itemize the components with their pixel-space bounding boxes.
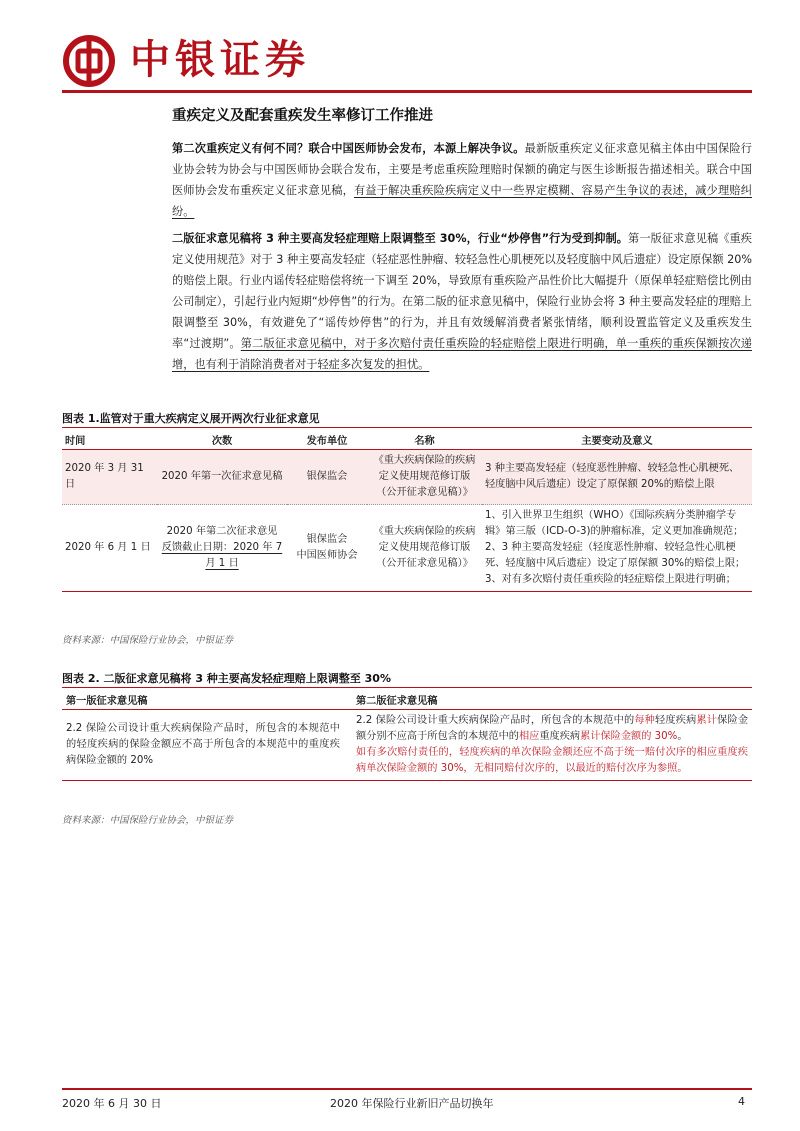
figure-1-top-rule: [62, 427, 752, 428]
table-row: [62, 450, 752, 505]
second-draft-para-2: 如有多次赔付责任的，轻度疾病的单次保险金额还应不高于统一赔付次序的相应重度疾病单次保险金额的 30%，无相同赔付次序的，以最近的赔付次序为参照。: [356, 747, 748, 774]
highlight-segment: 相应: [519, 731, 540, 742]
paragraph-1-lead: 第二次重疾定义有何不同？联合中国医师协会发布，本源上解决争议。: [172, 142, 525, 155]
row-1-publisher: 银保监会: [287, 450, 367, 505]
header-changes: 主要变动及意义: [482, 430, 752, 450]
figure-1-title: 图表 1.监管对于重大疾病定义展开两次行业征求意见: [62, 412, 320, 425]
text-segment: 重度疾病: [539, 731, 581, 742]
figure-1-table: [62, 430, 752, 592]
footer-doc-title: 2020 年保险行业新旧产品切换年: [330, 1097, 494, 1110]
row-1-name: 《重大疾病保险的疾病定义使用规范修订版（公开征求意见稿）》: [367, 450, 482, 505]
header-first-draft: 第一版征求意见稿: [62, 690, 344, 710]
boc-logo-icon: [62, 34, 116, 88]
first-draft-text: 2.2 保险公司设计重大疾病保险产品时，所包含的本规范中的轻度疾病的保险金额应不高于所包含的本规范中的重度疾病保险金额的 20%: [62, 710, 344, 781]
change-item: 1、引入世界卫生组织（WHO）《国际疾病分类肿瘤学专辑》第三版（ICD-O-3)的肿瘤标准，定义更加准确规范；: [485, 510, 744, 537]
row-2-round-label: 2020 年第二次征求意见: [166, 526, 278, 537]
table-header-row: [62, 690, 752, 710]
header-round: 次数: [157, 430, 287, 450]
paragraph-1-underlined: 有益于解决重疾险疾病定义中一些界定模糊、容易产生争议的表述，减少理赔纠纷。: [172, 184, 752, 218]
row-2-publisher-2: 中国医师协会: [296, 550, 358, 561]
row-2-publisher-1: 银保监会: [306, 534, 348, 545]
text-segment: 。: [677, 731, 688, 742]
row-2-publisher: [287, 505, 367, 592]
row-1-changes: 3 种主要高发轻症（轻度恶性肿瘤、较轻急性心肌梗死、轻度脑中风后遗症）设定了原保额 20%的赔偿上限: [482, 450, 752, 505]
header-name: 名称: [367, 430, 482, 450]
page-number: 4: [738, 1095, 745, 1108]
figure-2-title: 图表 2. 二版征求意见稿将 3 种主要高发轻症理赔上限调整至 30%: [62, 672, 391, 685]
row-2-time: 2020 年 6 月 1 日: [62, 505, 157, 592]
row-2-changes: [482, 505, 752, 592]
table-header-row: [62, 430, 752, 450]
figure-2-table: [62, 690, 752, 781]
paragraph-2-underlined: 第二版征求意见稿中，对于多次赔付责任重疾险的轻症赔偿上限进行明确，单一重疾的重疾保额按次递增，也有利于消除消费者对于轻症多次复发的担忧。: [172, 337, 752, 371]
row-2-round-note: 反馈截止日期：2020 年 7 月 1 日: [161, 542, 283, 569]
text-segment: 保险金额分别不应高于所包含的本规范中的: [356, 715, 749, 742]
section-title: 重疾定义及配套重疾发生率修订工作推进: [172, 108, 433, 124]
highlight-segment: 累计保险金额的 30%: [580, 731, 678, 742]
paragraph-2: [172, 228, 752, 375]
figure-2-top-rule: [62, 687, 752, 688]
header-publisher: 发布单位: [287, 430, 367, 450]
paragraph-1: [172, 138, 752, 222]
footer-date: 2020 年 6 月 30 日: [62, 1097, 162, 1110]
row-1-round: 2020 年第一次征求意见稿: [157, 450, 287, 505]
change-item: 3、对有多次赔付责任重疾险的轻症赔偿上限进行明确；: [485, 574, 736, 585]
table-row: [62, 505, 752, 592]
highlight-segment: 每种: [634, 715, 656, 726]
table-row: [62, 710, 752, 781]
header-time: 时间: [62, 430, 157, 450]
change-item: 2、3 种主要高发轻症（轻度恶性肿瘤、较轻急性心肌梗死、轻度脑中风后遗症）设定了原保额 30%的赔偿上限；: [485, 542, 746, 569]
paragraph-1-body: 最新版重疾定义征求意见稿主体由中国保险行业协会转为协会与中国医师协会联合发布，主要是考虑重疾险理赔时保额的确定与医生诊断报告描述相关。联合中国医师协会发布重疾定义征求意见稿，: [172, 142, 752, 197]
footer-divider: [62, 1088, 752, 1090]
figure-2-source: 资料来源：中国保险行业协会，中银证券: [62, 815, 234, 826]
page-header: [62, 30, 752, 92]
text-segment: 轻度疾病: [655, 715, 697, 726]
paragraph-2-body: 第一版征求意见稿《重疾定义使用规范》对于 3 种主要高发轻症（轻症恶性肿瘤、较轻急性心肌梗死以及轻度脑中风后遗症）设定原保额 20%的赔偿上限。行业内谣传轻症赔偿将统一下调至 20%，导致原有重疾险产品性价比大幅提升（原保单轻症赔偿比例由公司制定），引起行业内短期“炒停售”的行为。在第二版的征求意见稿中，保险行业协会将 3 种主要高发轻症的理赔上限调整至 30%，有效避免了“谣传炒停售”的行为，并且有效缓解消费者紧张情绪，顺利设置监管定义及重疾发生率“过渡期”。: [172, 232, 752, 350]
header-second-draft: 第二版征求意见稿: [344, 690, 752, 710]
paragraph-2-lead: 二版征求意见稿将 3 种主要高发轻症理赔上限调整至 30%，行业“炒停售”行为受到抑制。: [172, 232, 629, 245]
text-segment: 2.2 保险公司设计重大疾病保险产品时，所包含的本规范中的: [356, 715, 635, 726]
brand-name: 中银证券: [130, 36, 310, 83]
header-divider: [62, 90, 752, 93]
article-section: [172, 106, 752, 381]
figure-1-source: 资料来源：中国保险行业协会，中银证券: [62, 635, 234, 646]
second-draft-para-1: [356, 713, 748, 745]
row-2-name: 《重大疾病保险的疾病定义使用规范修订版（公开征求意见稿）》: [367, 505, 482, 592]
highlight-segment: 累计: [696, 715, 718, 726]
row-2-round: [157, 505, 287, 592]
row-1-time: 2020 年 3 月 31 日: [62, 450, 157, 505]
second-draft-text: [344, 710, 752, 781]
